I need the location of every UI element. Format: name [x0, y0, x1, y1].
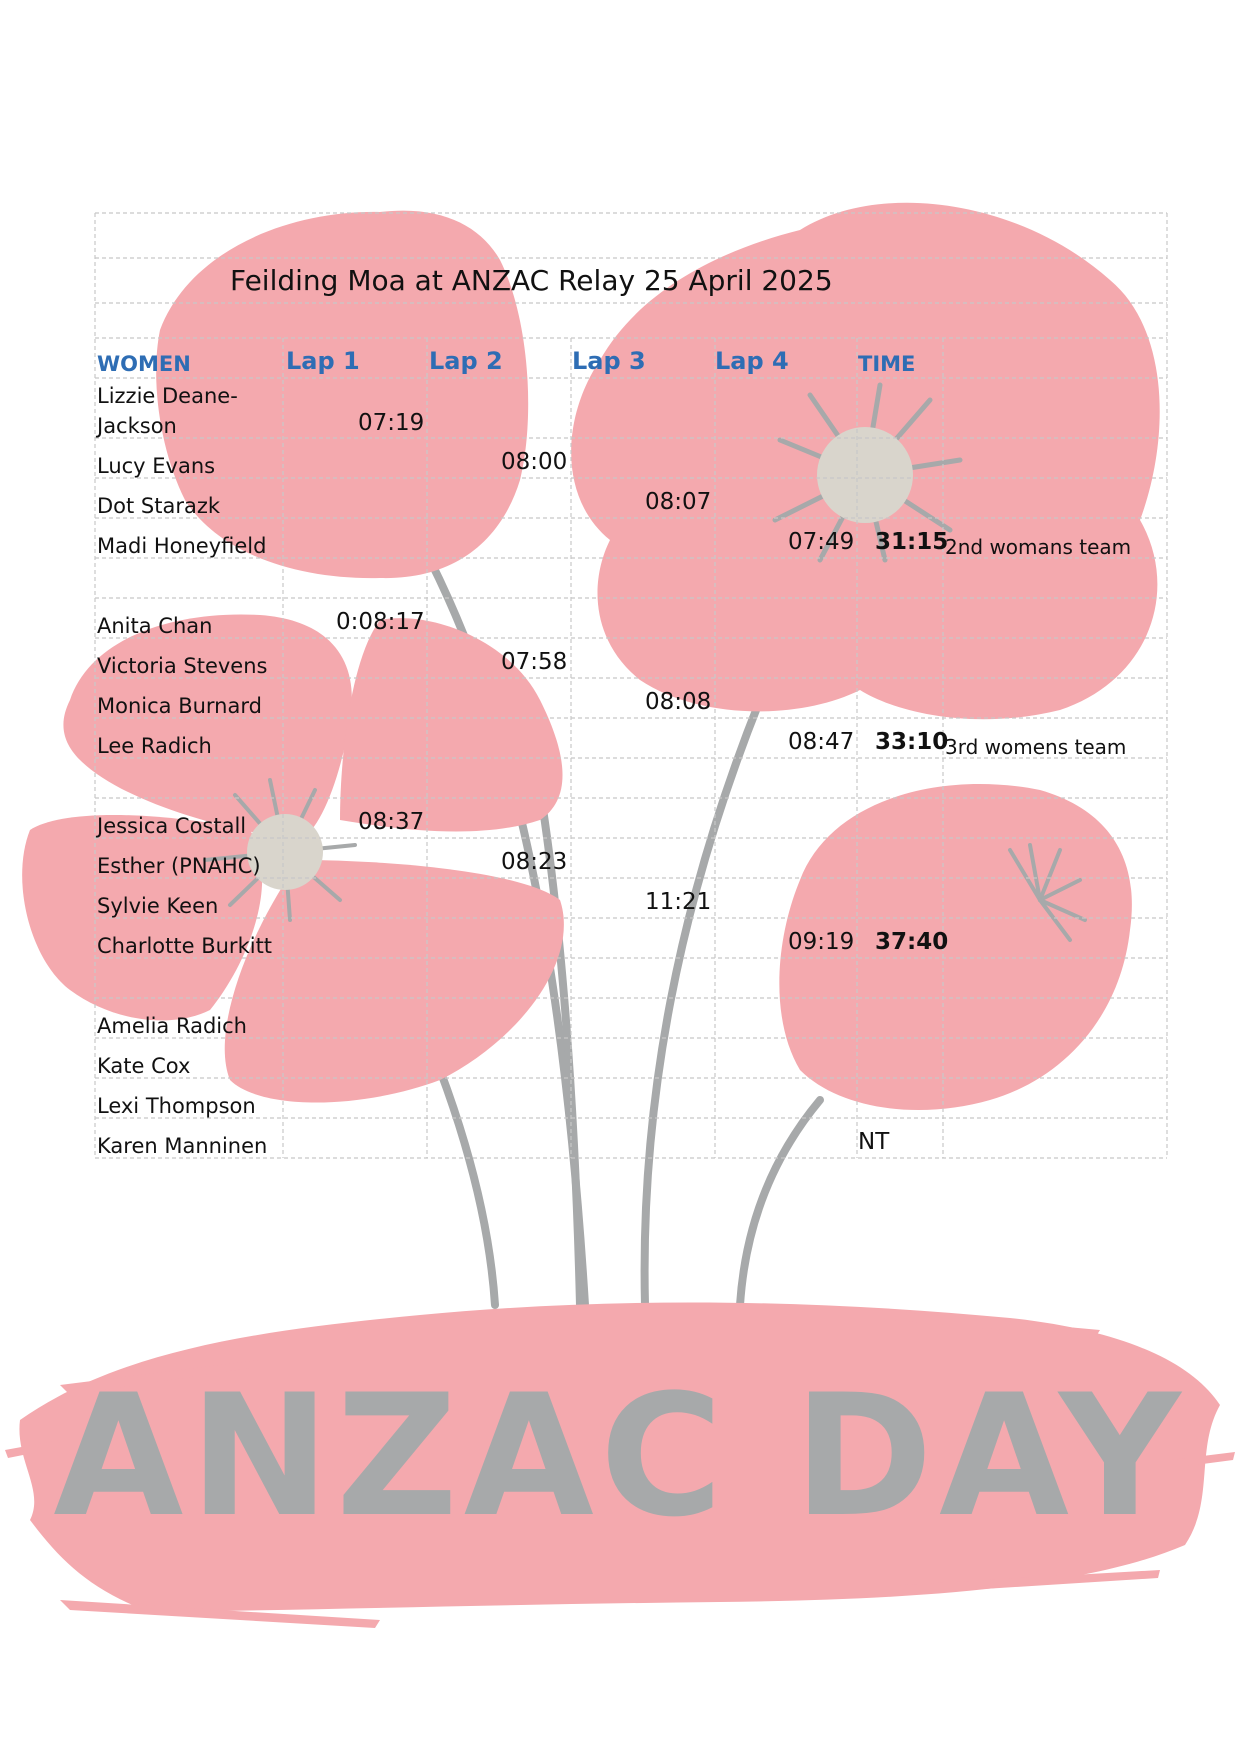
runner-name: Kate Cox [97, 1054, 191, 1078]
team-note: 2nd womans team [945, 535, 1132, 559]
runner-name: Charlotte Burkitt [97, 934, 273, 958]
lap-time: 08:00 [501, 449, 568, 475]
lap-time: 08:23 [501, 849, 568, 875]
runner-name: Dot Starazk [97, 494, 221, 518]
lap-time: 08:07 [645, 489, 712, 515]
header-time: TIME [858, 352, 916, 376]
runner-name: Monica Burnard [97, 694, 262, 718]
lap-time: 07:19 [358, 410, 425, 436]
lap-time: 09:19 [788, 929, 855, 955]
header-lap3: Lap 3 [572, 347, 646, 375]
runner-name: Madi Honeyfield [97, 534, 267, 558]
header-lap2: Lap 2 [429, 347, 503, 375]
runner-name: Victoria Stevens [97, 654, 268, 678]
lap-time: 0:08:17 [336, 609, 425, 635]
anzac-day-banner-text: ANZAC DAY [53, 1358, 1187, 1554]
lap-time: 07:58 [501, 649, 568, 675]
team-note: 3rd womens team [945, 735, 1127, 759]
runner-name: Lizzie Deane- [97, 384, 238, 408]
lap-time: 08:37 [358, 809, 425, 835]
team-total: 33:10 [875, 729, 949, 755]
runner-name: Lucy Evans [97, 454, 216, 478]
team-total: 31:15 [875, 529, 949, 555]
header-women: WOMEN [97, 352, 191, 376]
team-total: 37:40 [875, 929, 949, 955]
team-total: NT [858, 1129, 890, 1155]
runner-name: Karen Manninen [97, 1134, 268, 1158]
lap-time: 08:47 [788, 729, 855, 755]
lap-time: 07:49 [788, 529, 855, 555]
lap-time: 11:21 [645, 889, 712, 915]
runner-name: Sylvie Keen [97, 894, 219, 918]
runner-name: Lexi Thompson [97, 1094, 256, 1118]
runner-name: Anita Chan [97, 614, 213, 638]
runner-name: Esther (PNAHC) [97, 854, 261, 878]
runner-name: Jackson [97, 414, 177, 438]
sheet-title: Feilding Moa at ANZAC Relay 25 April 2025 [230, 264, 833, 297]
runner-name: Lee Radich [97, 734, 212, 758]
header-lap4: Lap 4 [715, 347, 789, 375]
header-lap1: Lap 1 [286, 347, 360, 375]
runner-name: Amelia Radich [97, 1014, 247, 1038]
lap-time: 08:08 [645, 689, 712, 715]
runner-name: Jessica Costall [97, 814, 247, 838]
